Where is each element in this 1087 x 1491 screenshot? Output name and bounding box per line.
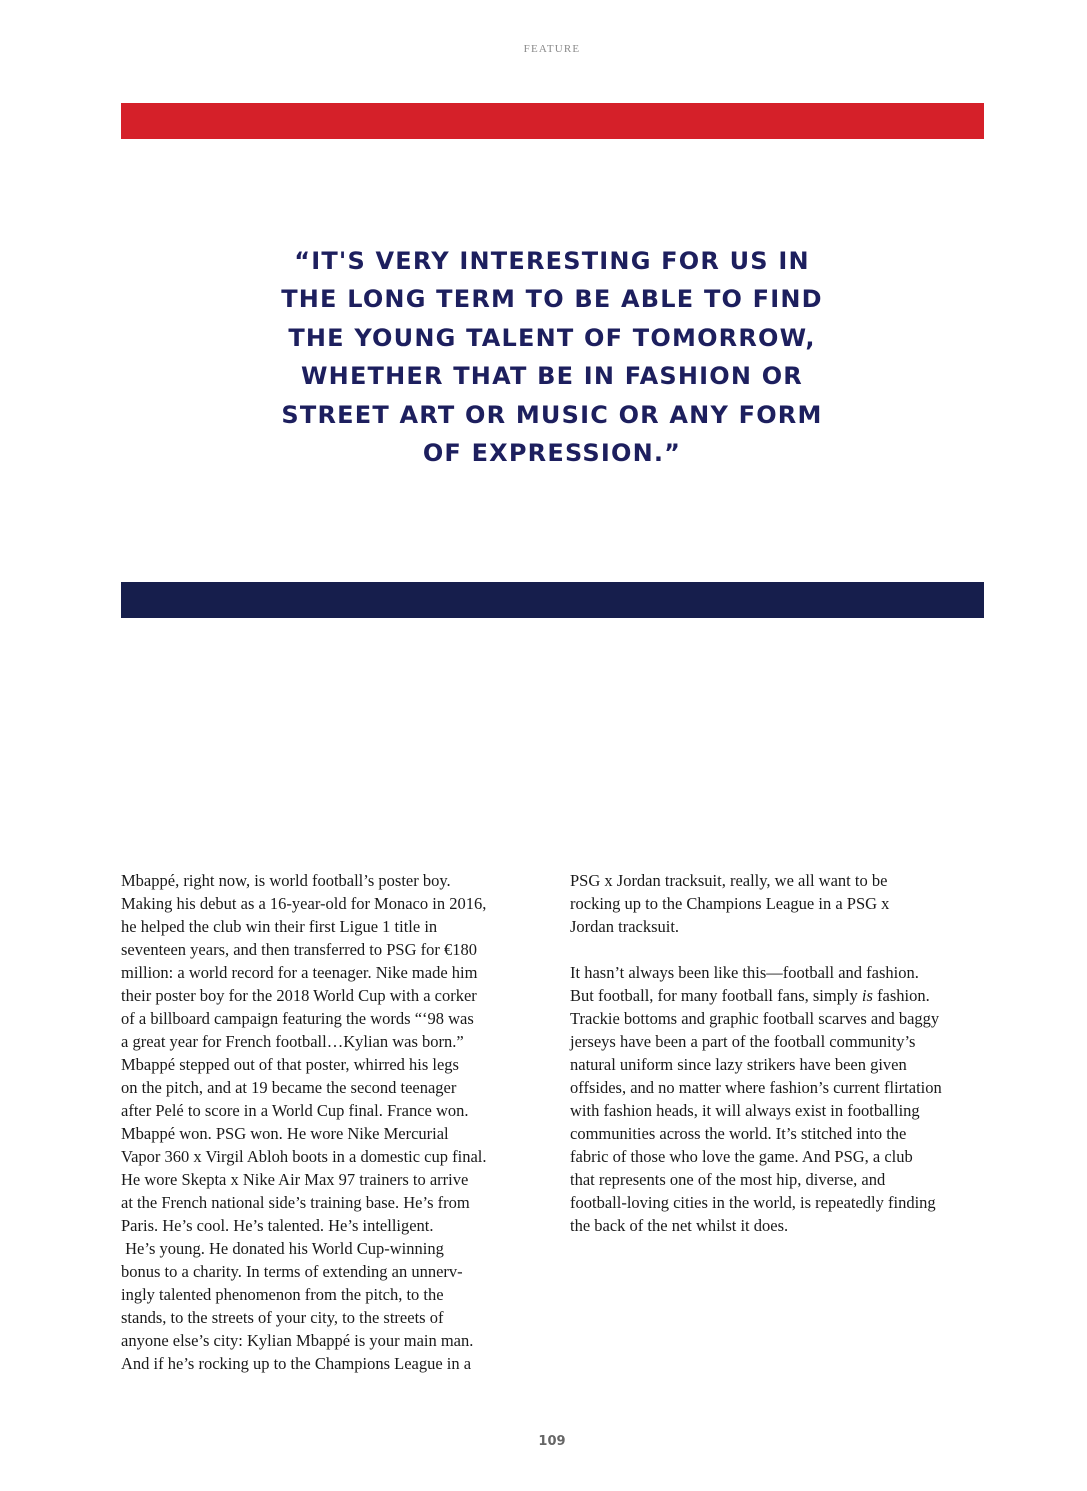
body-line: on the pitch, and at 19 became the second teenager <box>121 1078 457 1097</box>
paragraph-gap <box>570 938 990 961</box>
page-number: 109 <box>538 1434 566 1449</box>
body-line: bonus to a charity. In terms of extending an unnerv- <box>121 1262 463 1281</box>
body-line <box>570 984 990 1007</box>
body-line: Jordan tracksuit. <box>570 917 680 936</box>
body-line: after Pelé to score in a World Cup final. France won. <box>121 1101 469 1120</box>
body-line: Vapor 360 x Virgil Abloh boots in a domestic cup final. <box>121 1147 487 1166</box>
pull-quote-line: WHETHER THAT BE IN FASHION OR <box>301 362 803 391</box>
body-line: seventeen years, and then transferred to PSG for €180 <box>121 940 478 959</box>
body-column-left <box>121 869 541 1375</box>
body-text-segment: fashion. <box>872 986 930 1005</box>
body-line: natural uniform since lazy strikers have been given <box>570 1055 907 1074</box>
body-line: Paris. He’s cool. He’s talented. He’s intelligent. <box>121 1216 434 1235</box>
body-line: stands, to the streets of your city, to the streets of <box>121 1308 444 1327</box>
body-line: PSG x Jordan tracksuit, really, we all want to be <box>570 871 888 890</box>
pull-quote-line: THE YOUNG TALENT OF TOMORROW, <box>288 323 816 352</box>
section-label: FEATURE <box>523 43 581 55</box>
pull-quote-line: STREET ART OR MUSIC OR ANY FORM <box>281 400 823 429</box>
body-line: he helped the club win their first Ligue 1 title in <box>121 917 438 936</box>
body-line: with fashion heads, it will always exist in footballing <box>570 1101 920 1120</box>
body-line: communities across the world. It’s stitched into the <box>570 1124 907 1143</box>
body-line: jerseys have been a part of the football community’s <box>570 1032 916 1051</box>
body-line: football-loving cities in the world, is repeatedly finding <box>570 1193 936 1212</box>
body-line: of a billboard campaign featuring the words “‘98 was <box>121 1009 474 1028</box>
body-line: the back of the net whilst it does. <box>570 1216 789 1235</box>
body-line: anyone else’s city: Kylian Mbappé is your main man. <box>121 1331 474 1350</box>
body-line: offsides, and no matter where fashion’s current flirtation <box>570 1078 942 1097</box>
body-column-right <box>570 869 990 1237</box>
emphasis-text: is <box>861 986 873 1005</box>
body-line: fabric of those who love the game. And PSG, a club <box>570 1147 913 1166</box>
body-text-segment: But football, for many football fans, simply <box>570 986 862 1005</box>
body-line: He wore Skepta x Nike Air Max 97 trainers to arrive <box>121 1170 469 1189</box>
body-line: their poster boy for the 2018 World Cup with a corker <box>121 986 477 1005</box>
body-line: Mbappé, right now, is world football’s poster boy. <box>121 871 451 890</box>
pull-quote <box>260 242 844 472</box>
body-line: Trackie bottoms and graphic football scarves and baggy <box>570 1009 940 1028</box>
body-line: Making his debut as a 16-year-old for Monaco in 2016, <box>121 894 487 913</box>
pull-quote-line: THE LONG TERM TO BE ABLE TO FIND <box>281 285 823 314</box>
body-line: million: a world record for a teenager. Nike made him <box>121 963 478 982</box>
body-line: Mbappé won. PSG won. He wore Nike Mercurial <box>121 1124 449 1143</box>
body-line: rocking up to the Champions League in a PSG x <box>570 894 890 913</box>
body-line: that represents one of the most hip, diverse, and <box>570 1170 886 1189</box>
pull-quote-line: “IT'S VERY INTERESTING FOR US IN <box>294 247 810 275</box>
body-line: He’s young. He donated his World Cup-winning <box>121 1239 444 1258</box>
body-line: at the French national side’s training base. He’s from <box>121 1193 470 1212</box>
red-accent-bar <box>121 103 984 139</box>
navy-accent-bar <box>121 582 984 618</box>
body-line: ingly talented phenomenon from the pitch, to the <box>121 1285 444 1304</box>
pull-quote-line: OF EXPRESSION.” <box>422 439 682 468</box>
body-line: It hasn’t always been like this—football and fashion. <box>570 963 919 982</box>
body-line: Mbappé stepped out of that poster, whirred his legs <box>121 1055 459 1074</box>
body-line: a great year for French football…Kylian was born.” <box>121 1032 464 1051</box>
body-line: And if he’s rocking up to the Champions League in a <box>121 1354 472 1373</box>
